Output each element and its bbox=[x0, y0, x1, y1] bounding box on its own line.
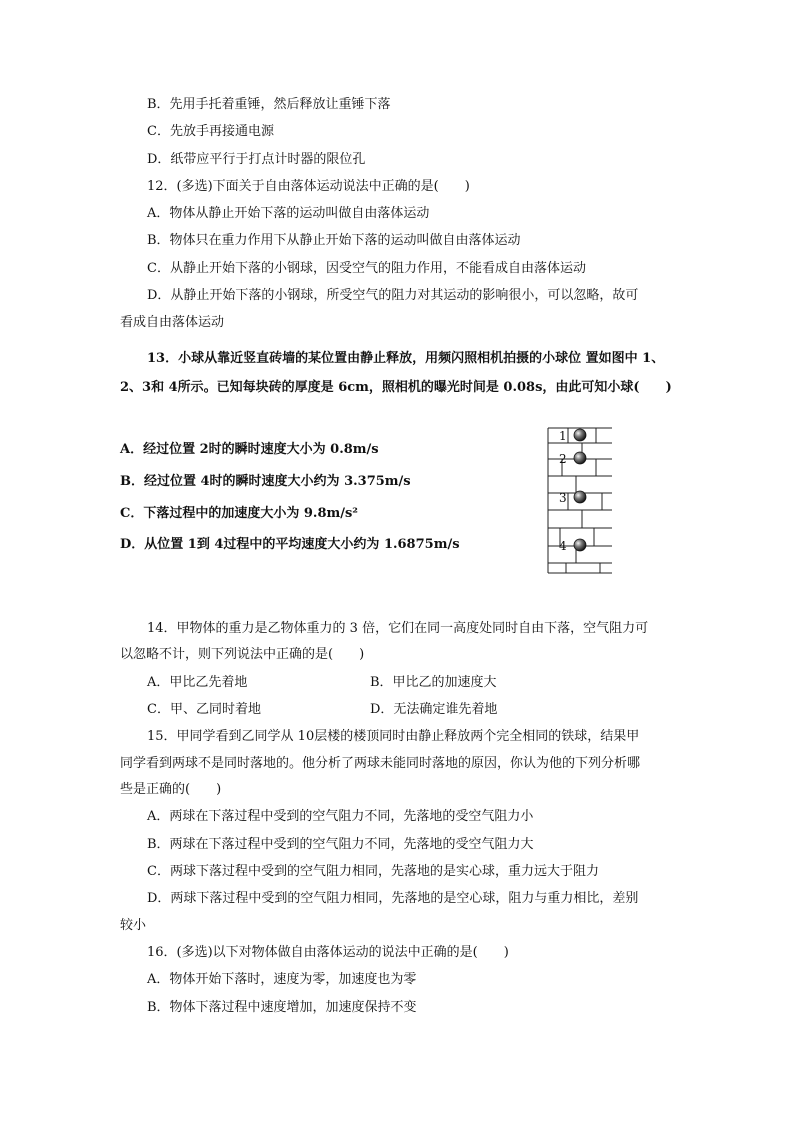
ball-label-4: 4 bbox=[559, 539, 567, 553]
q16-stem: 16．(多选)以下对物体做自由落体运动的说法中正确的是( ) bbox=[147, 945, 509, 960]
q16-option-b: B．物体下落过程中速度增加，加速度保持不变 bbox=[147, 1000, 417, 1015]
q11-option-d: D．纸带应平行于打点计时器的限位孔 bbox=[147, 152, 366, 167]
q12-option-d-line1: D．从静止开始下落的小钢球，所受空气的阻力对其运动的影响很小，可以忽略，故可 bbox=[147, 288, 639, 303]
q15-option-d-line1: D．两球下落过程中受到的空气阻力相同，先落地的是空心球，阻力与重力相比，差别 bbox=[147, 891, 639, 906]
ball-position-4 bbox=[574, 539, 586, 551]
q13-option-d: D．从位置 1到 4过程中的平均速度大小约为 1.6875m/s bbox=[120, 537, 460, 552]
q11-option-c: C．先放手再接通电源 bbox=[147, 124, 274, 139]
q15-stem-line1: 15．甲同学看到乙同学从 10层楼的楼顶同时由静止释放两个完全相同的铁球，结果甲 bbox=[147, 729, 640, 744]
q11-option-b: B．先用手托着重锤，然后释放让重锤下落 bbox=[147, 97, 391, 112]
q14-stem-line2: 以忽略不计，则下列说法中正确的是( ) bbox=[120, 647, 365, 662]
q12-stem: 12．(多选)下面关于自由落体运动说法中正确的是( ) bbox=[147, 179, 470, 194]
ball-position-2 bbox=[574, 452, 586, 464]
brick-wall-figure bbox=[546, 425, 616, 575]
ball-label-3: 3 bbox=[559, 491, 567, 505]
q12-option-b: B．物体只在重力作用下从静止开始下落的运动叫做自由落体运动 bbox=[147, 233, 521, 248]
q15-stem-line3: 些是正确的( ) bbox=[120, 782, 222, 797]
q13-stem-line2: 2、3和 4所示。已知每块砖的厚度是 6cm，照相机的曝光时间是 0.08s，由此可知小球( ) bbox=[120, 380, 672, 395]
q13-stem-line1: 13．小球从靠近竖直砖墙的某位置由静止释放，用频闪照相机拍摄的小球位 置如图中 1、 bbox=[147, 351, 665, 366]
q15-option-d-line2: 较小 bbox=[120, 918, 147, 933]
q14-option-c: C．甲、乙同时着地 bbox=[147, 702, 261, 717]
q16-option-a: A．物体开始下落时，速度为零，加速度也为零 bbox=[147, 972, 417, 987]
q12-option-c: C．从静止开始下落的小钢球，因受空气的阻力作用，不能看成自由落体运动 bbox=[147, 261, 586, 276]
q15-option-c: C．两球下落过程中受到的空气阻力相同，先落地的是实心球，重力远大于阻力 bbox=[147, 864, 599, 879]
q15-option-b: B．两球在下落过程中受到的空气阻力不同，先落地的受空气阻力大 bbox=[147, 837, 534, 852]
q12-option-a: A．物体从静止开始下落的运动叫做自由落体运动 bbox=[147, 206, 430, 221]
q13-option-a: A．经过位置 2时的瞬时速度大小为 0.8m/s bbox=[120, 442, 379, 457]
ball-position-1 bbox=[574, 429, 586, 441]
q13-option-b: B．经过位置 4时的瞬时速度大小约为 3.375m/s bbox=[120, 474, 411, 489]
q14-option-d: D．无法确定谁先着地 bbox=[370, 702, 498, 717]
q13-option-c: C．下落过程中的加速度大小为 9.8m/s² bbox=[120, 506, 359, 521]
q15-stem-line2: 同学看到两球不是同时落地的。他分析了两球未能同时落地的原因，你认为他的下列分析哪 bbox=[120, 756, 641, 771]
ball-label-1: 1 bbox=[559, 429, 567, 443]
ball-position-3 bbox=[574, 491, 586, 503]
q14-option-b: B．甲比乙的加速度大 bbox=[370, 675, 497, 690]
q12-option-d-line2: 看成自由落体运动 bbox=[120, 315, 225, 330]
q14-stem-line1: 14．甲物体的重力是乙物体重力的 3 倍，它们在同一高度处同时自由下落，空气阻力可 bbox=[147, 621, 649, 636]
q14-option-a: A．甲比乙先着地 bbox=[147, 675, 248, 690]
q15-option-a: A．两球在下落过程中受到的空气阻力不同，先落地的受空气阻力小 bbox=[147, 809, 534, 824]
ball-label-2: 2 bbox=[559, 452, 567, 466]
